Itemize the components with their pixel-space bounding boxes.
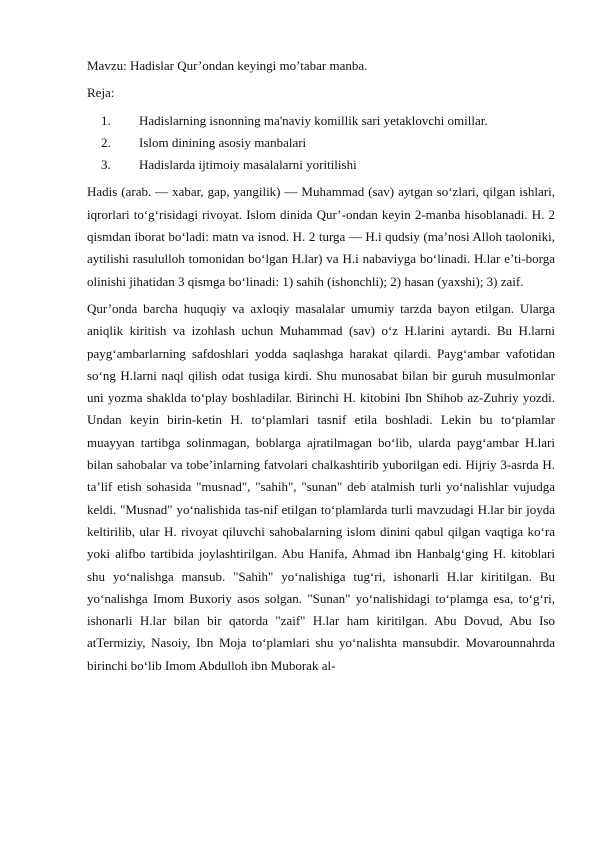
plan-item	[87, 132, 555, 154]
plan-item-text: Hadislarning isnonning ma'naviy komillik sari yetaklovchi omillar.	[139, 112, 488, 128]
plan-item	[87, 154, 555, 176]
plan-item-text: Hadislarda ijtimoiy masalalarni yoritilishi	[139, 157, 357, 173]
body-paragraph-hadis-definition: Hadis (arab. — xabar, gap, yangilik) — Muhammad (sav) aytgan soʻzlari, qilgan ishlari, iqrorlari toʻgʻrisidagi rivoyat. Islom dinida Qur’-ondan keyin 2-manba hisoblanadi. H. 2 qismdan iborat boʻladi: matn va isnod. H. 2 turga — H.i qudsiy (ma’nosi Alloh taoloniki, aytilishi rasululloh tomonidan boʻlgan H.lar) va H.i nabaviyga boʻlinadi. H.lar e’ti-borga olinishi jihatidan 3 qismga boʻlinadi: 1) sahih (ishonchli); 2) hasan (yaxshi); 3) zaif.	[87, 184, 555, 289]
plan-heading: Reja:	[87, 85, 115, 101]
plan-item-number: 3.	[101, 157, 111, 173]
plan-item-number: 2.	[101, 134, 111, 150]
plan-item-number: 1.	[101, 112, 111, 128]
plan-list	[87, 110, 555, 177]
document-page	[87, 55, 555, 682]
document-topic: Mavzu: Hadislar Qur’ondan keyingi mo’tabar manba.	[87, 58, 368, 73]
plan-item	[87, 110, 555, 132]
plan-item-text: Islom dinining asosiy manbalari	[139, 134, 307, 150]
body-paragraph-hadis-history: Qur’onda barcha huquqiy va axloqiy masalalar umumiy tarzda bayon etilgan. Ularga aniqlik kiritish va izohlash uchun Muhammad (sav) oʻz H.larini aytardi. Bu H.larni paygʻambarlarning safdoshlari yodda saqlashga harakat qilardi. Paygʻambar vafotidan soʻng H.larni naql qilish odat tusiga kirdi. Shu munosabat bilan bir guruh musulmonlar uni yozma shaklda toʻplay boshladilar. Birinchi H. kitobini Ibn Shihob az-Zuhriy yozdi. Undan keyin birin-ketin H. toʻplamlari tasnif etila boshladi. Lekin bu toʻplamlar muayyan tartibga solinmagan, boblarga ajratilmagan boʻlib, ularda paygʻambar H.lari bilan sahobalar va tobe’inlarning fatvolari chalkashtirib yuborilgan edi. Hijriy 3-asrda H. ta’lif etish sohasida "musnad", "sahih", "sunan" deb atalmish turli yoʻnalishlar vujudga keldi. "Musnad" yoʻnalishida tas-nif etilgan toʻplamlarda turli mavzudagi H.lar bir joyda keltirilib, ular H. rivoyat qiluvchi sahobalarning islom dinini qabul qilgan vaqtiga koʻra yoki alifbo tartibida joylashtirilgan. Abu Hanifa, Ahmad ibn Hanbalgʻging H. kitoblari shu yoʻnalishga mansub. "Sahih" yoʻnalishiga tugʻri, ishonarli H.lar kiritilgan. Bu yoʻnalishga Imom Buxoriy asos solgan. "Sunan" yoʻnalishidagi toʻplamga esa, toʻgʻri, ishonarli H.lar bilan bir qatorda "zaif" H.lar ham kiritilgan. Abu Dovud, Abu Iso atTermiziy, Nasoiy, Ibn Moja toʻplamlari shu yoʻnalishta mansubdir. Movarounnahrda birinchi boʻlib Imom Abdulloh ibn Muborak al-	[87, 300, 555, 673]
